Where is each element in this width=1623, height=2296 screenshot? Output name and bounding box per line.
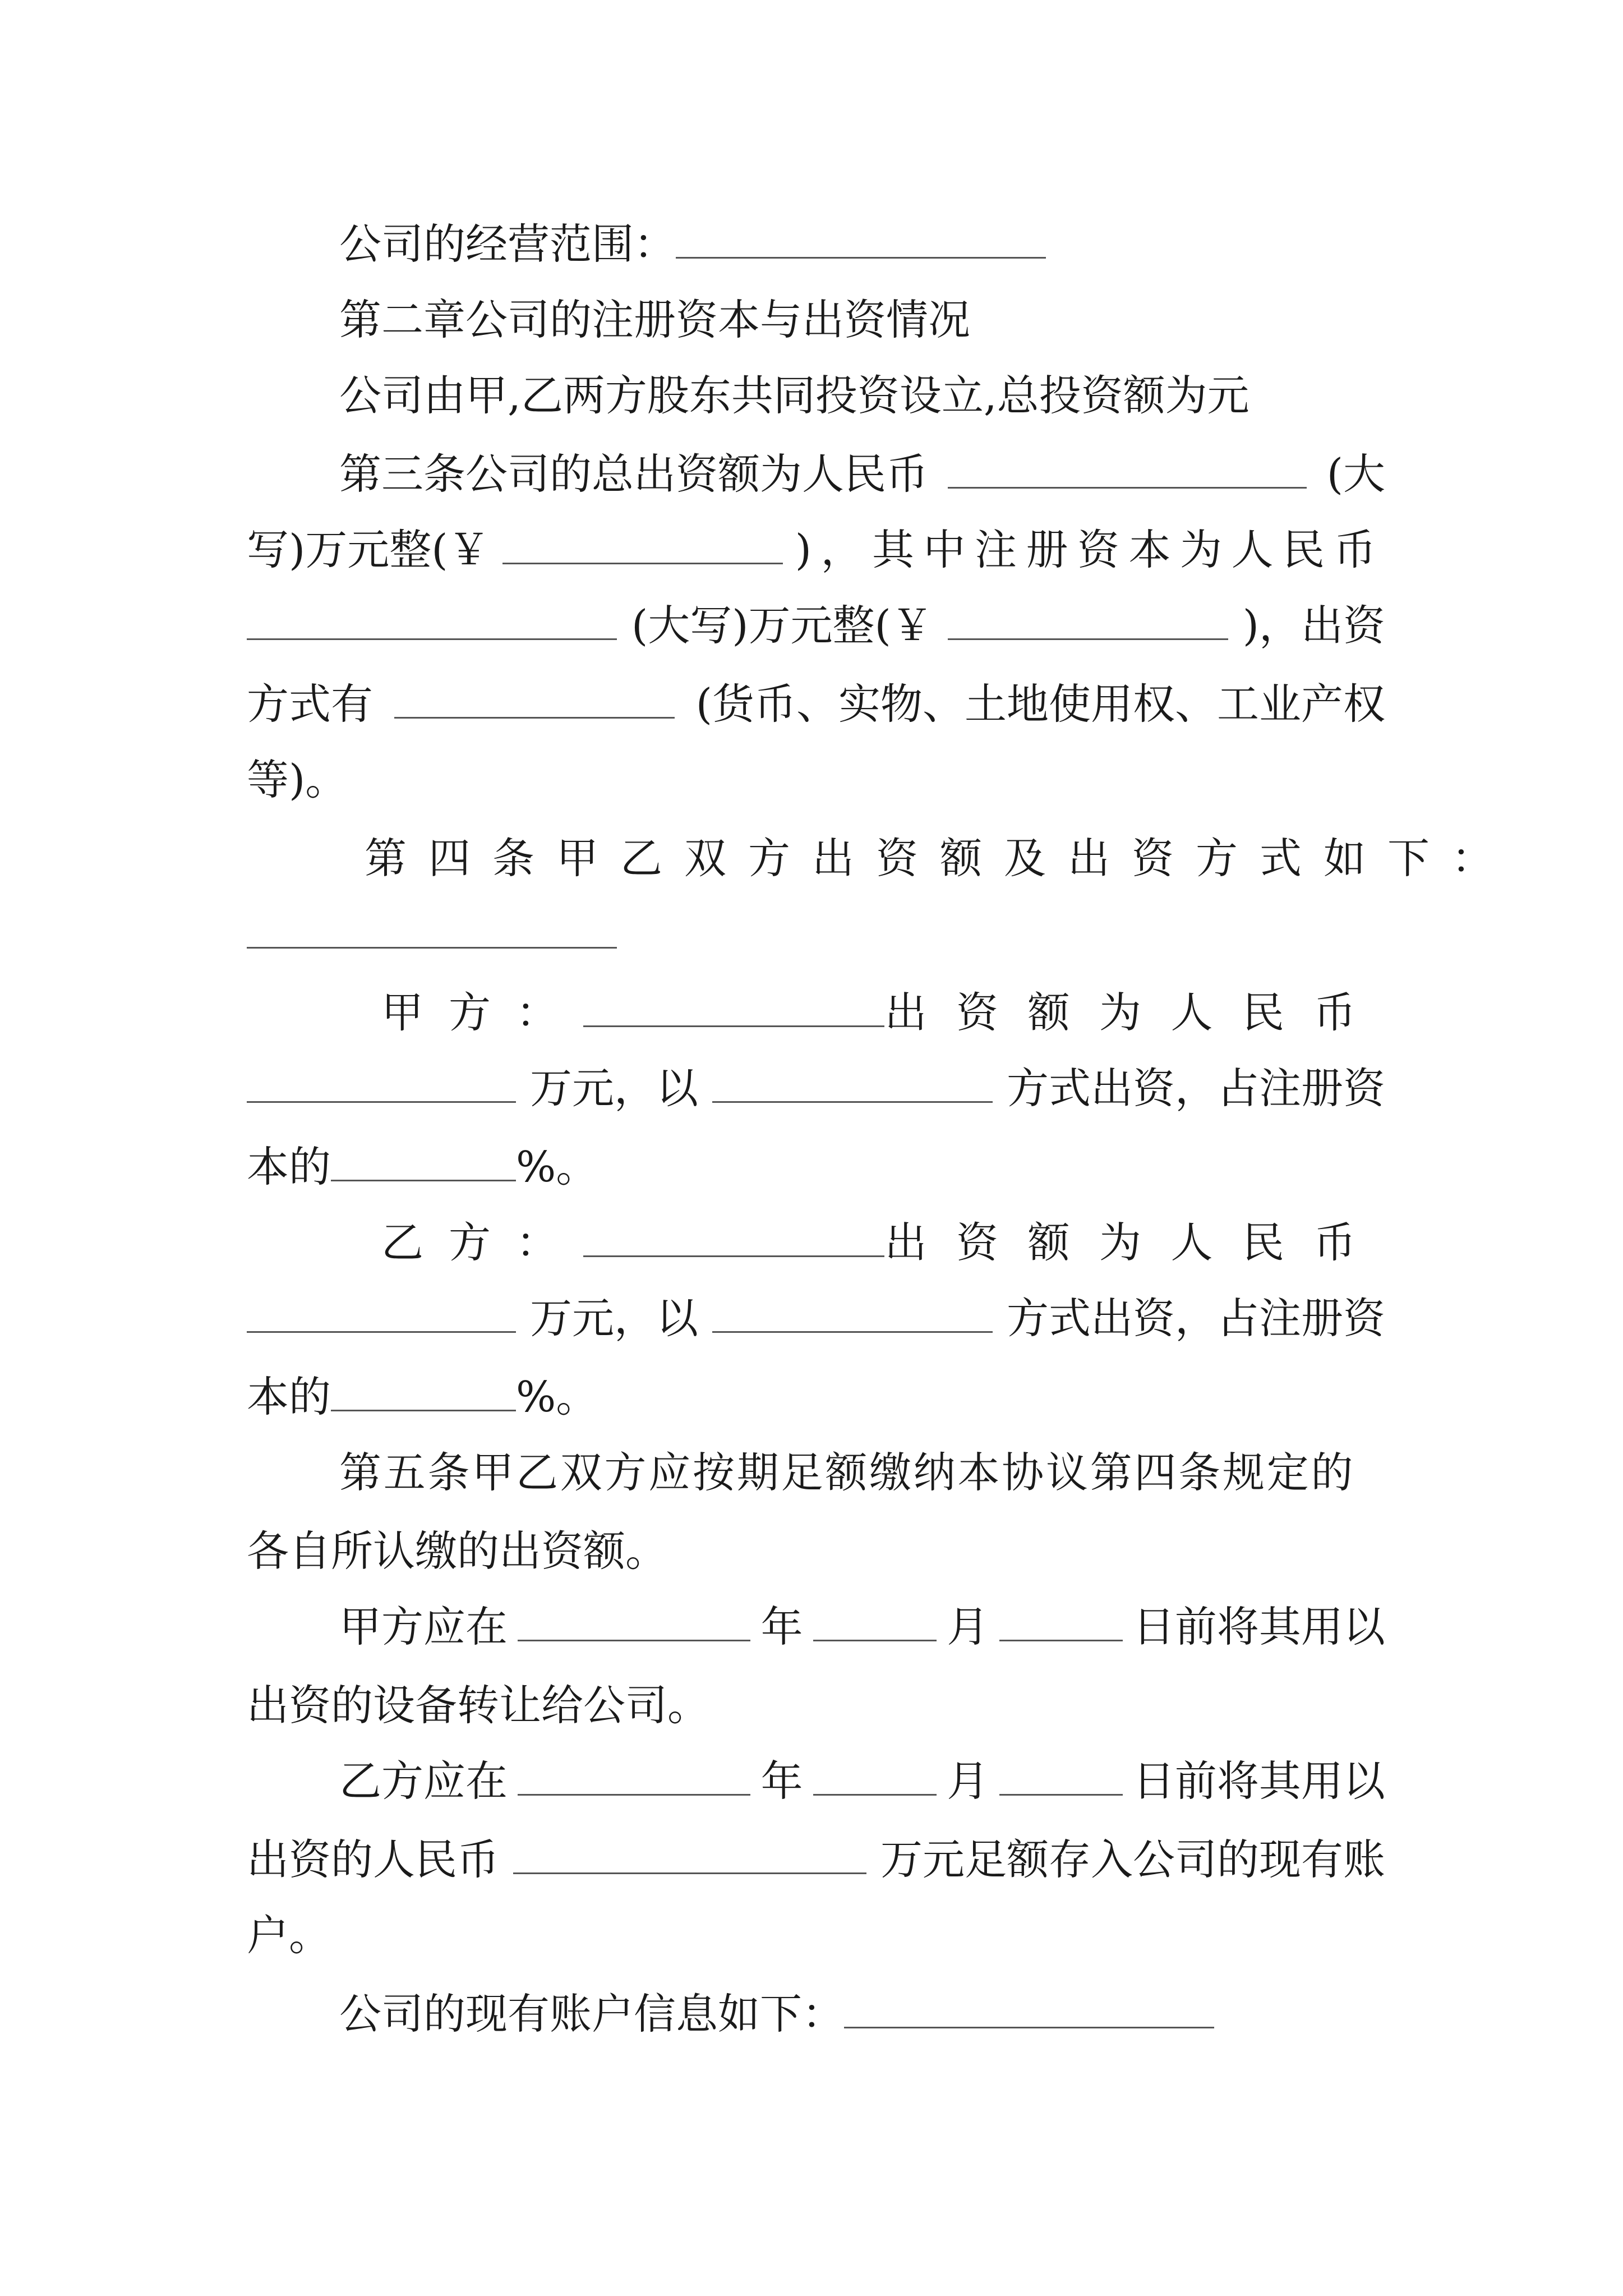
- line-party-b-deadline: [339, 1750, 1385, 1812]
- party-b-month-label: 月: [947, 1756, 989, 1806]
- line-party-b-2: [247, 1287, 1385, 1349]
- article-4-blank[interactable]: [247, 908, 617, 949]
- line-party-a-deadline: [339, 1596, 1385, 1658]
- line-party-a-3: [247, 1136, 1385, 1198]
- party-a-deadline-label: 甲方应在: [339, 1602, 508, 1651]
- article-3-method-options: (货币、实物、土地使用权、工业产权: [695, 679, 1385, 729]
- line-party-a-1: [381, 982, 1385, 1043]
- business-scope-label: 公司的经营范围：: [339, 219, 676, 269]
- account-info-label: 公司的现有账户信息如下：: [339, 1989, 845, 2039]
- party-b-method-text: 方式出资，占注册资: [1006, 1294, 1385, 1343]
- party-b-year-blank[interactable]: [518, 1755, 750, 1796]
- party-a-ratio-blank[interactable]: [331, 1140, 516, 1181]
- party-b-rmb-label: 出资的人民币: [247, 1835, 500, 1884]
- party-b-day-label: 日前将其用以: [1132, 1756, 1385, 1806]
- party-a-amount-label: 出资额为人民币: [884, 988, 1385, 1037]
- party-b-ratio-label: 本的: [247, 1372, 331, 1421]
- party-a-percent: %。: [516, 1142, 598, 1191]
- registered-capital-yen-blank[interactable]: [948, 599, 1228, 640]
- line-article-4-blank: [247, 903, 1385, 965]
- chapter-two-heading: 第二章公司的注册资本与出资情况: [339, 295, 971, 344]
- line-account-end: 户。: [247, 1911, 331, 1960]
- business-scope-blank[interactable]: [676, 218, 1046, 259]
- party-a-month-label: 月: [947, 1602, 989, 1651]
- party-a-label: 甲方：: [381, 988, 584, 1037]
- total-capital-blank[interactable]: [948, 448, 1307, 489]
- party-a-method-blank[interactable]: [712, 1062, 993, 1103]
- line-party-b-deposit: [247, 1829, 1385, 1890]
- registered-capital-blank[interactable]: [247, 599, 617, 640]
- line-article-3-b: [247, 519, 1385, 581]
- article-3-daxie: (大: [1326, 449, 1385, 499]
- party-b-wanyuan: 万元，以: [529, 1294, 698, 1343]
- party-a-ratio-label: 本的: [247, 1142, 331, 1191]
- article-3-daxie-2: (大写)万元整(￥: [631, 601, 933, 650]
- party-a-day-label: 日前将其用以: [1132, 1602, 1385, 1651]
- party-a-year-label: 年: [760, 1602, 803, 1651]
- party-a-amount-blank[interactable]: [247, 1062, 516, 1103]
- article-3-text: 第三条公司的总出资额为人民币: [339, 449, 929, 499]
- line-total-investment: 公司由甲,乙两方股东共同投资设立,总投资额为元: [339, 371, 1249, 420]
- line-party-a-transfer: 出资的设备转让给公司。: [247, 1681, 710, 1730]
- party-a-name-blank[interactable]: [583, 986, 884, 1027]
- line-article-5-a: [339, 1442, 1385, 1503]
- party-a-day-blank[interactable]: [999, 1600, 1123, 1641]
- party-b-day-blank[interactable]: [999, 1755, 1123, 1796]
- article-4-text: 第四条甲乙双方出资额及出资方式如下：: [365, 834, 1516, 883]
- article-3-wanyuan: 写)万元整(￥: [247, 525, 490, 574]
- party-a-method-text: 方式出资，占注册资: [1006, 1064, 1385, 1113]
- line-party-b-1: [381, 1212, 1385, 1273]
- line-article-3-a: [339, 443, 1385, 505]
- article-5-text: 第五条甲乙双方应按期足额缴纳本协议第四条规定的: [339, 1448, 1355, 1497]
- party-b-deposit-text: 万元足额存入公司的现有账: [880, 1835, 1385, 1884]
- line-party-b-3: [247, 1366, 1385, 1428]
- party-b-method-blank[interactable]: [712, 1292, 993, 1333]
- article-3-method-label: 方式有: [247, 679, 374, 729]
- party-b-amount-blank[interactable]: [247, 1292, 516, 1333]
- party-b-deposit-blank[interactable]: [513, 1833, 866, 1874]
- party-b-percent: %。: [516, 1372, 598, 1421]
- party-b-ratio-blank[interactable]: [331, 1370, 516, 1411]
- line-article-4: [365, 827, 1516, 889]
- total-capital-yen-blank[interactable]: [502, 523, 783, 564]
- party-b-label: 乙方：: [381, 1218, 584, 1267]
- party-b-name-blank[interactable]: [583, 1216, 884, 1257]
- party-b-amount-label: 出资额为人民币: [884, 1218, 1385, 1267]
- contribution-method-blank[interactable]: [394, 678, 675, 719]
- article-3-contribution: )，出资: [1242, 601, 1385, 650]
- line-party-a-2: [247, 1057, 1385, 1119]
- account-info-blank[interactable]: [844, 1987, 1214, 2028]
- party-a-wanyuan: 万元，以: [529, 1064, 698, 1113]
- line-article-5-b: 各自所认缴的出资额。: [247, 1526, 668, 1576]
- line-article-3-e: 等)。: [247, 755, 348, 804]
- line-account-info: [339, 1983, 1385, 2045]
- party-a-year-blank[interactable]: [518, 1600, 750, 1641]
- line-article-3-c: [247, 595, 1385, 656]
- line-article-3-d: [247, 673, 1385, 735]
- party-b-month-blank[interactable]: [813, 1755, 937, 1796]
- article-3-registered: )，其中注册资本为人民币: [795, 525, 1385, 574]
- party-a-month-blank[interactable]: [813, 1600, 937, 1641]
- line-business-scope: [339, 213, 1385, 275]
- party-b-year-label: 年: [760, 1756, 803, 1806]
- party-b-deadline-label: 乙方应在: [339, 1756, 508, 1806]
